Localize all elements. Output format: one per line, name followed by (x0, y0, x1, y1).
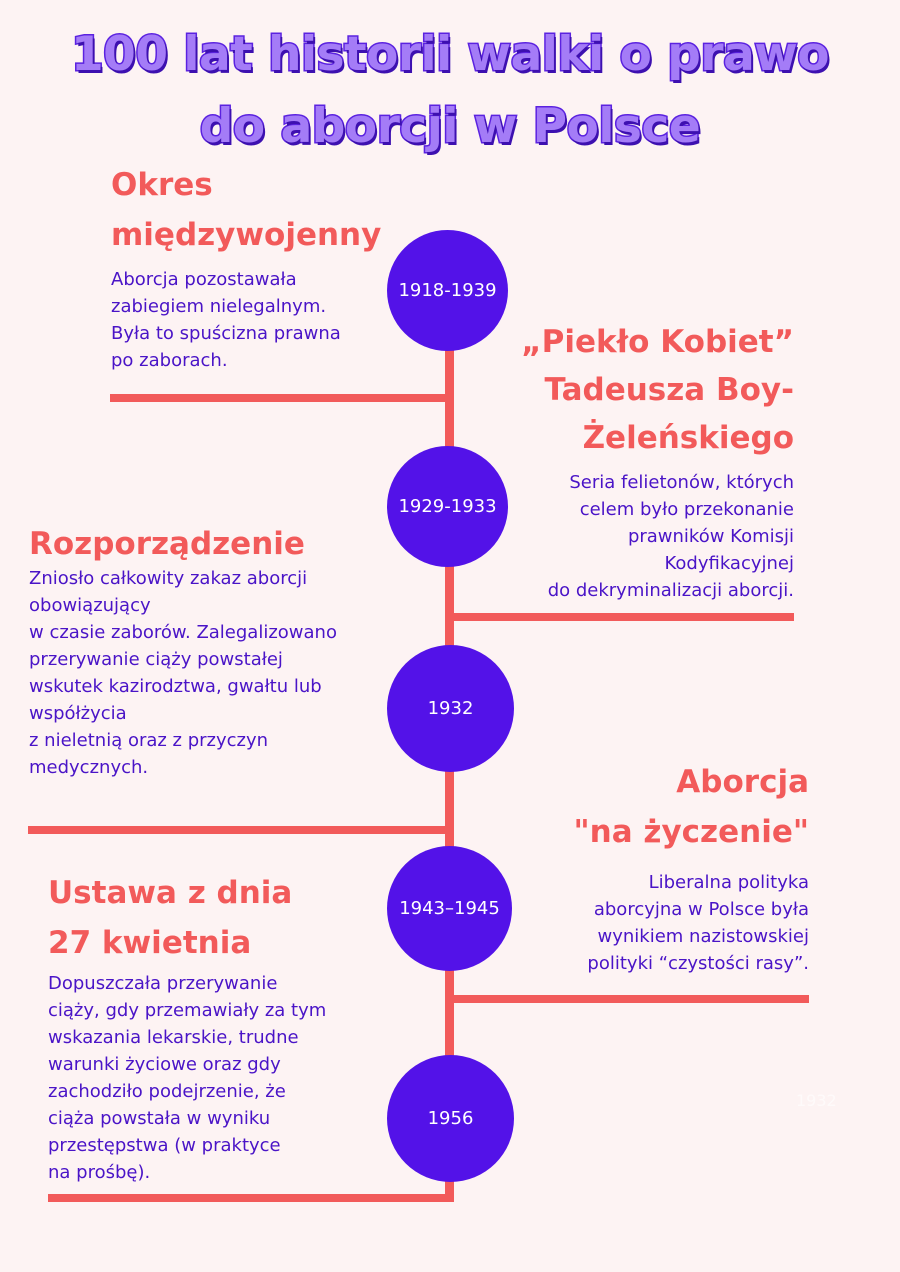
timeline-node-1943: 1943–1945 (387, 846, 512, 971)
timeline-node-1956: 1956 (387, 1055, 514, 1182)
connector-1929 (445, 613, 794, 621)
page-title-line-1: 100 lat historii walki o prawo (70, 27, 830, 82)
heading-interwar: Okres międzywojenny (111, 167, 382, 253)
text-rozporzadzenie: Zniosło całkowity zakaz aborcji obowiązujący w czasie zaborów. Zalegalizowano przerywanie ciąży powstałej wskutek kazirodztwa, gwałtu lub współżycia z nieletnią oraz z przyczyn medycznych. (29, 568, 337, 778)
heading-rozporzadzenie: Rozporządzenie (29, 526, 305, 562)
heading-aborcja-na-zyczenie: Aborcja "na życzenie" (573, 764, 809, 850)
timeline-node-1932: 1932 (387, 645, 514, 772)
connector-1932 (28, 826, 454, 834)
faint-year-label: 1932 (796, 1091, 837, 1110)
text-pieklo-kobiet: Seria felietonów, których celem było przekonanie prawników Komisji Kodyfikacyjnej do dekryminalizacji aborcji. (547, 472, 794, 601)
connector-1956 (48, 1194, 454, 1202)
text-ustawa: Dopuszczała przerywanie ciąży, gdy przemawiały za tym wskazania lekarskie, trudne warunki życiowe oraz gdy zachodziło podejrzenie, że ciąża powstała w wyniku przestępstwa (w praktyce na prośbę). (48, 973, 327, 1183)
connector-1943 (445, 995, 809, 1003)
heading-ustawa: Ustawa z dnia 27 kwietnia (48, 875, 293, 961)
timeline-node-1929: 1929-1933 (387, 446, 508, 567)
heading-pieklo-kobiet: „Piekło Kobiet” Tadeusza Boy- Żeleńskiego (521, 324, 794, 456)
text-aborcja-na-zyczenie: Liberalna polityka aborcyjna w Polsce była wynikiem nazistowskiej polityki “czystości rasy”. (587, 872, 809, 974)
page-title-line-2: do aborcji w Polsce (199, 99, 701, 154)
timeline-node-1918: 1918-1939 (387, 230, 508, 351)
text-interwar: Aborcja pozostawała zabiegiem nielegalnym. Była to spuścizna prawna po zaborach. (111, 269, 341, 371)
connector-1918 (110, 394, 454, 402)
